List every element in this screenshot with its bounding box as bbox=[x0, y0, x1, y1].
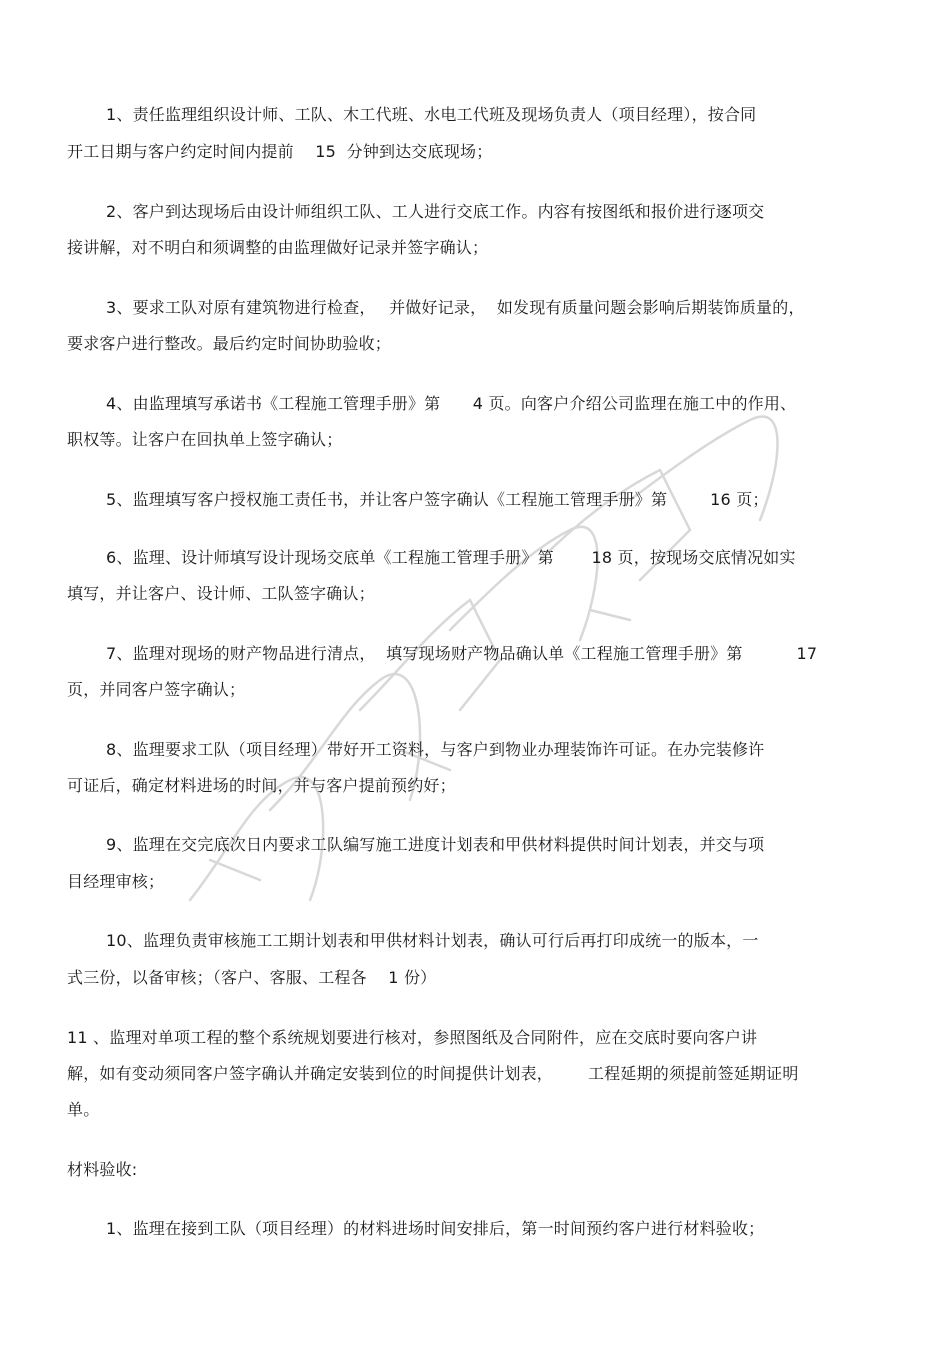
text-line: 接讲解，对不明白和须调整的由监理做好记录并签字确认； bbox=[67, 238, 489, 257]
text-line: 1、责任监理组织设计师、工队、木工代班、水电工代班及现场负责人（项目经理），按合同 bbox=[106, 105, 757, 124]
text-line: 式三份，以备审核；（客户、客服、工程各 1 份） bbox=[67, 968, 437, 987]
text-line: 6、监理、设计师填写设计现场交底单《工程施工管理手册》第 18 页，按现场交底情况如实 bbox=[106, 548, 796, 567]
text-line: 开工日期与客户约定时间内提前 15 分钟到达交底现场； bbox=[67, 142, 493, 161]
text-line: 5、监理填写客户授权施工责任书，并让客户签字确认《工程施工管理手册》第 16 页； bbox=[106, 490, 769, 509]
text-line: 11 、监理对单项工程的整个系统规划要进行核对，参照图纸及合同附件，应在交底时要向客户讲 bbox=[67, 1028, 758, 1047]
text-line: 要求客户进行整改。最后约定时间协助验收； bbox=[67, 334, 392, 353]
text-line: 8、监理要求工队（项目经理）带好开工资料，与客户到物业办理装饰许可证。在办完装修许 bbox=[106, 740, 765, 759]
text-line: 可证后，确定材料进场的时间，并与客户提前预约好； bbox=[67, 776, 456, 795]
text-line: 3、要求工队对原有建筑物进行检查， 并做好记录， 如发现有质量问题会影响后期装饰质量的， bbox=[106, 298, 805, 317]
text-line: 4、由监理填写承诺书《工程施工管理手册》第 4 页。向客户介绍公司监理在施工中的作用、 bbox=[106, 394, 797, 413]
text-line: 单。 bbox=[67, 1100, 100, 1119]
text-line: 目经理审核； bbox=[67, 872, 165, 891]
section-heading: 材料验收: bbox=[67, 1160, 138, 1179]
text-line: 职权等。让客户在回执单上签字确认； bbox=[67, 430, 343, 449]
text-line: 1、监理在接到工队（项目经理）的材料进场时间安排后，第一时间预约客户进行材料验收； bbox=[106, 1219, 765, 1238]
text-line: 9、监理在交完底次日内要求工队编写施工进度计划表和甲供材料提供时间计划表，并交与项 bbox=[106, 835, 765, 854]
text-line: 解，如有变动须同客户签字确认并确定安装到位的时间提供计划表， 工程延期的须提前签延期证明 bbox=[67, 1064, 799, 1083]
text-line: 页，并同客户签字确认； bbox=[67, 680, 246, 699]
text-line: 7、监理对现场的财产物品进行清点， 填写现场财产物品确认单《工程施工管理手册》第 17 bbox=[106, 644, 818, 663]
text-line: 10、监理负责审核施工工期计划表和甲供材料计划表，确认可行后再打印成统一的版本，一 bbox=[106, 931, 759, 950]
text-line: 填写，并让客户、设计师、工队签字确认； bbox=[67, 584, 375, 603]
text-line: 2、客户到达现场后由设计师组织工队、工人进行交底工作。内容有按图纸和报价进行逐项交 bbox=[106, 202, 765, 221]
